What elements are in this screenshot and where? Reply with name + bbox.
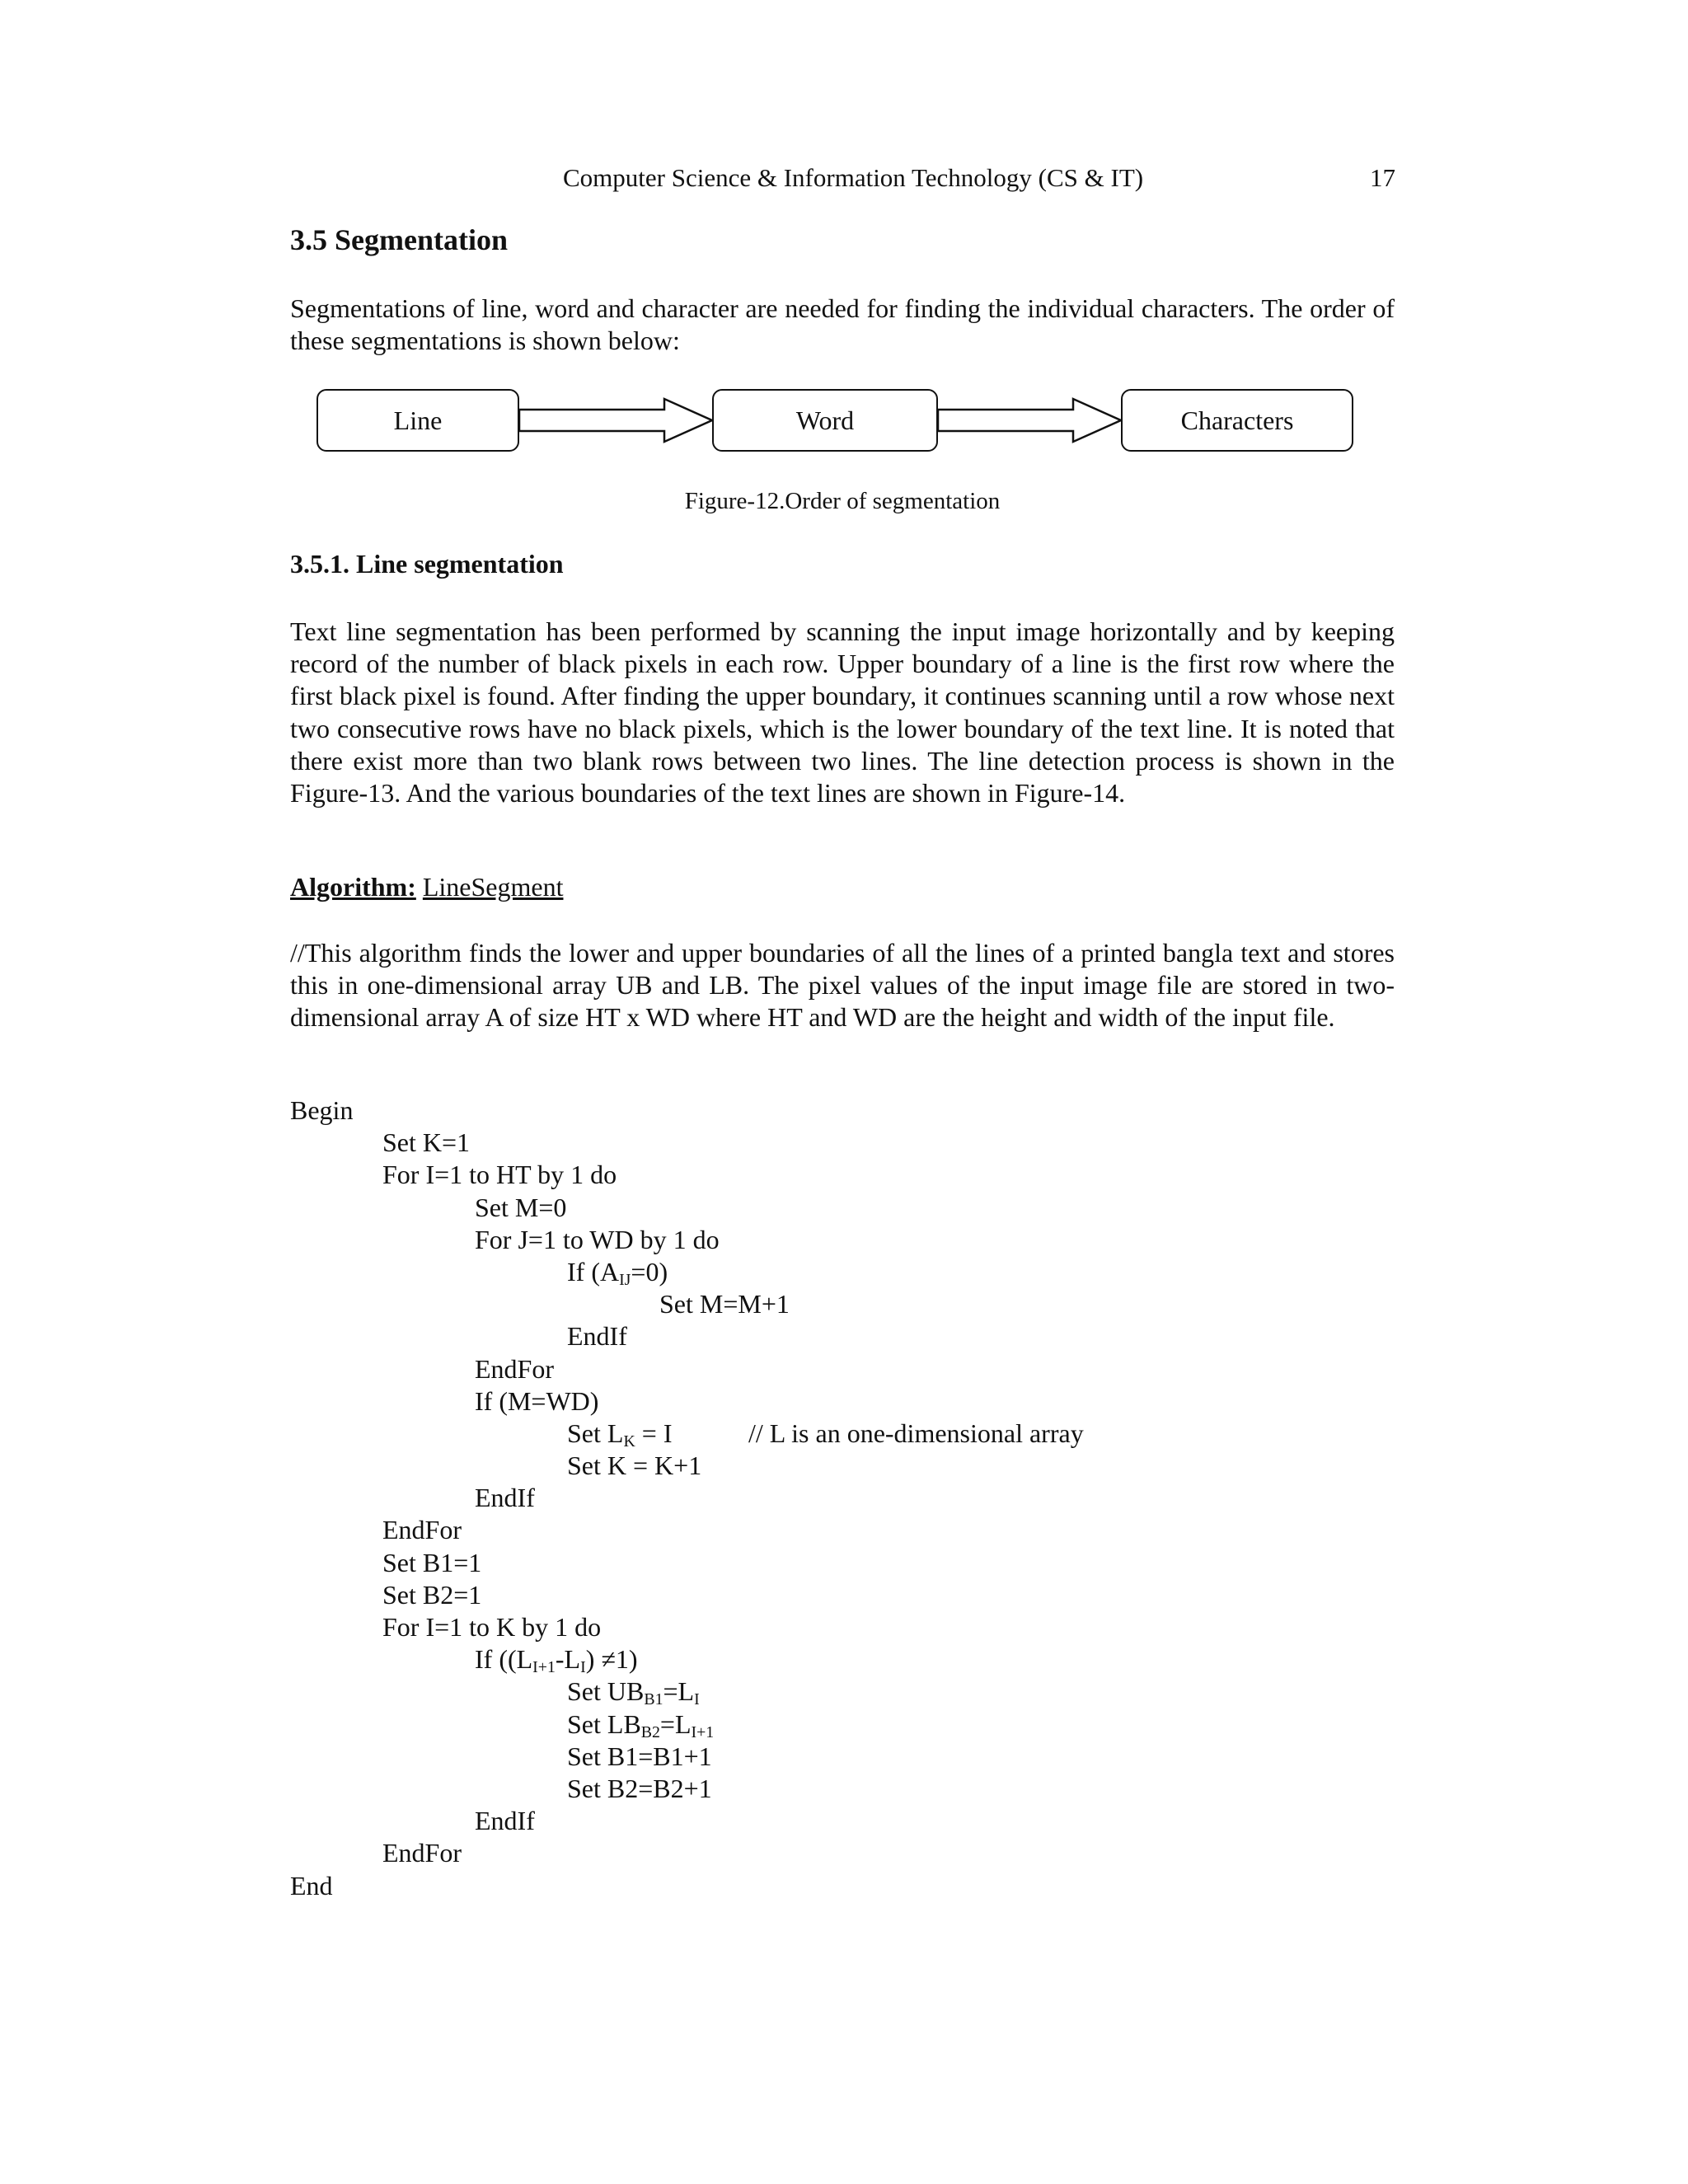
code-line: Set B1=B1+1 xyxy=(567,1741,712,1771)
code-text: =L xyxy=(659,1708,692,1739)
code-line: End xyxy=(290,1870,333,1900)
code-line xyxy=(290,1675,1395,1708)
algorithm-comment: //This algorithm finds the lower and upper boundaries of all the lines of a printed bangla text and stores this in one-dimensional array UB and LB. The pixel values of the input image file are stored in two-dimensional array A of size HT x WD where HT and WD are the height and width of the input file. xyxy=(290,938,1395,1033)
line-segmentation-paragraph: Text line segmentation has been performed by scanning the input image horizontally and by keeping record of the number of black pixels in each row. Upper boundary of a line is the first row where the first black pixel is found. After finding the upper boundary, it continues scanning until a row whose next two consecutive rows have no black pixels, which is the lower boundary of the text line. It is noted that there exist more than two blank rows between two lines. The line detection process is shown in the Figure-13. And the various boundaries of the text lines are shown in Figure-14. xyxy=(290,616,1395,808)
arrow-word-to-characters xyxy=(938,399,1121,442)
algorithm-label: Algorithm: xyxy=(290,872,416,902)
code-line xyxy=(290,1418,1395,1450)
code-line: For J=1 to WD by 1 do xyxy=(475,1224,720,1254)
flow-box-characters: Characters xyxy=(1121,389,1353,452)
running-header xyxy=(0,163,1688,199)
page-number: 17 xyxy=(1370,163,1395,192)
code-subscript: B2 xyxy=(640,1722,660,1741)
figure-caption-text: Figure-12.Order of segmentation xyxy=(684,488,1001,514)
running-title: Computer Science & Information Technology (CS & IT) xyxy=(563,163,1144,192)
subsection-heading: 3.5.1. Line segmentation xyxy=(290,549,564,579)
code-text: =L xyxy=(663,1676,695,1707)
code-text: ) ≠1) xyxy=(585,1644,638,1675)
code-line: Set B1=1 xyxy=(382,1547,482,1577)
intro-paragraph: Segmentations of line, word and character are needed for finding the individual characters. The order of these segmentations is shown below: xyxy=(290,293,1395,356)
code-text: If (A xyxy=(567,1256,620,1286)
code-subscript: I+1 xyxy=(532,1658,556,1677)
code-subscript: B1 xyxy=(644,1690,663,1709)
code-text: If ((L xyxy=(475,1644,533,1675)
code-line: For I=1 to K by 1 do xyxy=(382,1612,602,1642)
code-text: Set L xyxy=(567,1418,624,1448)
code-line: Begin xyxy=(290,1095,354,1125)
code-line: EndIf xyxy=(567,1321,627,1352)
code-line: Set M=0 xyxy=(475,1192,567,1222)
algorithm-name: LineSegment xyxy=(422,872,564,902)
figure-caption xyxy=(0,488,1688,515)
code-subscript: K xyxy=(623,1432,635,1451)
code-line: Set K=1 xyxy=(382,1127,471,1158)
code-subscript: I xyxy=(694,1690,700,1709)
segmentation-flow-diagram xyxy=(316,389,1355,458)
code-line: EndIf xyxy=(475,1483,535,1513)
code-comment: // L is an one-dimensional array xyxy=(748,1418,1084,1448)
code-subscript: I xyxy=(580,1658,586,1677)
code-text: -L xyxy=(555,1644,581,1675)
code-text: Set UB xyxy=(567,1676,645,1707)
code-text: Set LB xyxy=(567,1708,641,1739)
algorithm-title xyxy=(290,872,563,902)
code-text: = I xyxy=(635,1418,673,1448)
code-line: Set B2=B2+1 xyxy=(567,1773,712,1803)
code-line: For I=1 to HT by 1 do xyxy=(382,1160,617,1190)
pseudocode-block xyxy=(290,1094,1395,1902)
code-line: EndIf xyxy=(475,1806,535,1836)
code-subscript: I+1 xyxy=(691,1722,715,1741)
code-line xyxy=(290,1256,1395,1288)
code-line: Set M=M+1 xyxy=(659,1289,790,1319)
flow-box-word: Word xyxy=(712,389,938,452)
code-line: EndFor xyxy=(382,1838,462,1868)
section-heading: 3.5 Segmentation xyxy=(290,223,508,256)
code-text: =0) xyxy=(631,1256,668,1286)
code-line: If (M=WD) xyxy=(475,1385,599,1416)
code-line: EndFor xyxy=(382,1515,462,1545)
arrow-line-to-word xyxy=(519,399,712,442)
code-line xyxy=(290,1643,1395,1675)
code-line: EndFor xyxy=(475,1353,554,1384)
flow-box-line: Line xyxy=(316,389,519,452)
code-line: Set B2=1 xyxy=(382,1579,482,1610)
code-line xyxy=(290,1708,1395,1741)
code-line: Set K = K+1 xyxy=(567,1451,702,1481)
code-subscript: IJ xyxy=(619,1270,631,1289)
